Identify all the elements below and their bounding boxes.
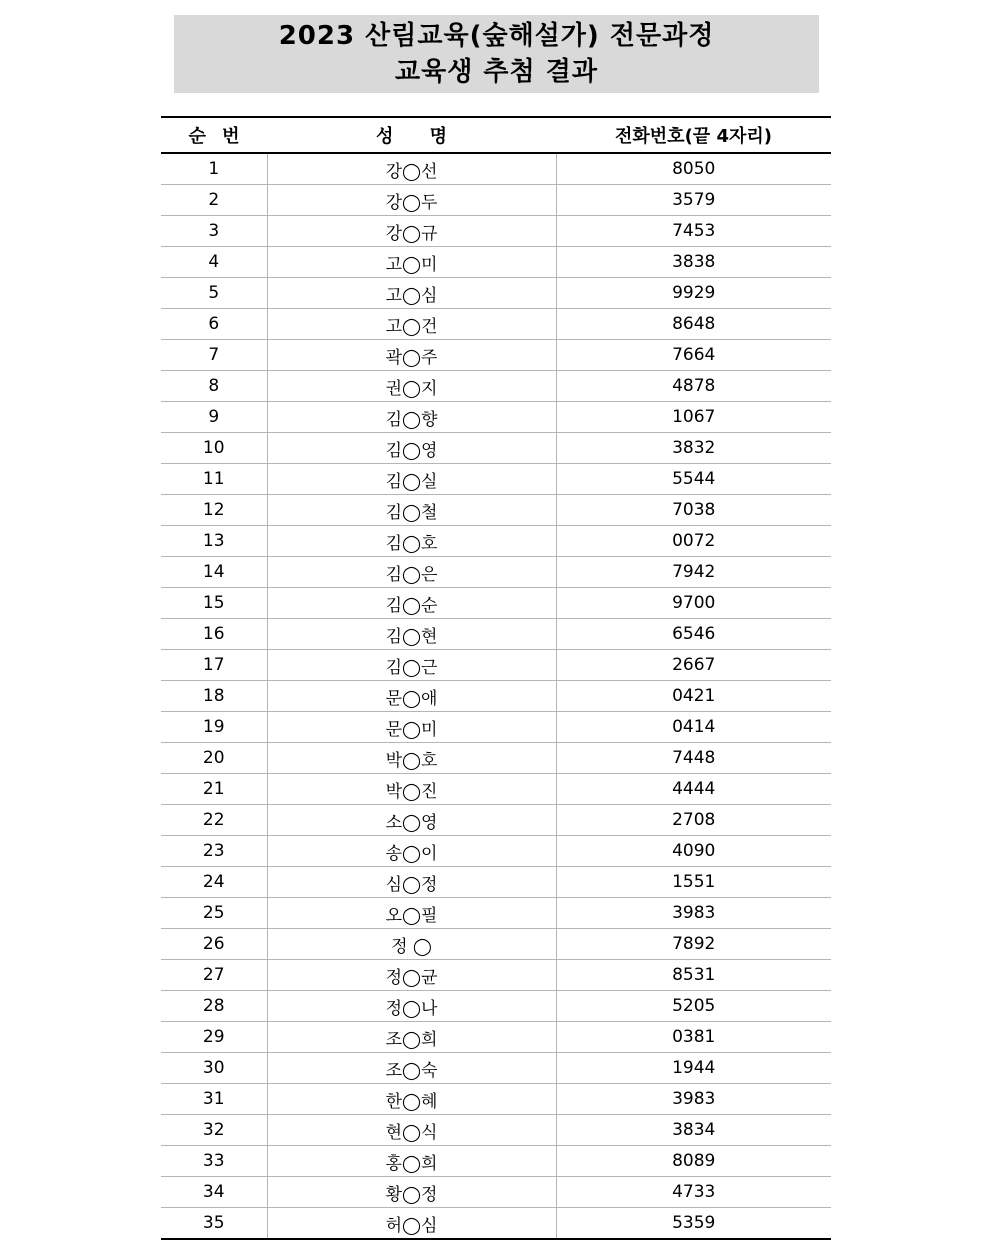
- row-name: 황◯정: [267, 1177, 556, 1208]
- table-row: [161, 650, 831, 681]
- row-phone: 8648: [556, 309, 831, 340]
- table-row: [161, 464, 831, 495]
- row-number: 8: [161, 371, 267, 402]
- table-row: [161, 774, 831, 805]
- row-phone: 2708: [556, 805, 831, 836]
- row-number: 13: [161, 526, 267, 557]
- table-row: [161, 898, 831, 929]
- row-name: 박◯호: [267, 743, 556, 774]
- row-name: 소◯영: [267, 805, 556, 836]
- row-phone: 4444: [556, 774, 831, 805]
- row-phone: 9700: [556, 588, 831, 619]
- row-phone: 7038: [556, 495, 831, 526]
- row-number: 35: [202, 1213, 225, 1233]
- results-table-body: [161, 153, 831, 1239]
- row-number: 21: [161, 774, 267, 805]
- row-number: 12: [161, 495, 267, 526]
- table-row: [161, 991, 831, 1022]
- header-name: 성 명: [267, 117, 556, 153]
- row-number: 16: [161, 619, 267, 650]
- table-row: [161, 929, 831, 960]
- row-phone: 3983: [556, 898, 831, 929]
- row-name: 홍◯희: [267, 1146, 556, 1177]
- row-number: 18: [161, 681, 267, 712]
- row-number: 10: [161, 433, 267, 464]
- row-name: 김◯호: [267, 526, 556, 557]
- table-row: [161, 588, 831, 619]
- row-number: 27: [161, 960, 267, 991]
- row-number: 25: [161, 898, 267, 929]
- row-name: 고◯건: [267, 309, 556, 340]
- table-row: [161, 402, 831, 433]
- table-row: [161, 247, 831, 278]
- row-phone: 3834: [556, 1115, 831, 1146]
- row-number: 22: [161, 805, 267, 836]
- row-phone: 1944: [556, 1053, 831, 1084]
- table-row: [161, 1084, 831, 1115]
- header-phone: 전화번호(끝 4자리): [556, 117, 831, 153]
- row-number: 11: [161, 464, 267, 495]
- table-row: [161, 712, 831, 743]
- document-title-box: [174, 15, 819, 93]
- row-number: 31: [161, 1084, 267, 1115]
- table-row: [161, 185, 831, 216]
- results-table-header: [161, 117, 831, 153]
- table-row: [161, 495, 831, 526]
- results-table: [161, 116, 831, 1240]
- row-phone: 7448: [556, 743, 831, 774]
- row-name: 강◯두: [267, 185, 556, 216]
- table-row: [161, 433, 831, 464]
- table-row: [161, 805, 831, 836]
- row-phone: 3983: [556, 1084, 831, 1115]
- table-row: [161, 681, 831, 712]
- row-phone: 4733: [556, 1177, 831, 1208]
- row-phone: 2667: [556, 650, 831, 681]
- table-row: [161, 619, 831, 650]
- row-name: 박◯진: [267, 774, 556, 805]
- row-name: 김◯근: [267, 650, 556, 681]
- row-name: 문◯미: [267, 712, 556, 743]
- row-phone: 3838: [556, 247, 831, 278]
- row-number: 15: [161, 588, 267, 619]
- row-number: 6: [161, 309, 267, 340]
- row-phone: 3579: [556, 185, 831, 216]
- row-number: 28: [161, 991, 267, 1022]
- row-number: 2: [161, 185, 267, 216]
- row-phone: 0381: [556, 1022, 831, 1053]
- row-phone: 7453: [556, 216, 831, 247]
- row-phone: 8089: [556, 1146, 831, 1177]
- row-name: 고◯미: [267, 247, 556, 278]
- row-name: 문◯애: [267, 681, 556, 712]
- row-name: 정◯나: [267, 991, 556, 1022]
- row-number: 3: [161, 216, 267, 247]
- row-name: 김◯영: [267, 433, 556, 464]
- row-phone: 3832: [556, 433, 831, 464]
- row-number: 20: [161, 743, 267, 774]
- table-row: [161, 557, 831, 588]
- row-number: 14: [161, 557, 267, 588]
- row-phone: 0421: [556, 681, 831, 712]
- row-phone: 5205: [556, 991, 831, 1022]
- row-number: 1: [161, 153, 267, 185]
- row-name: 김◯실: [267, 464, 556, 495]
- row-name: 허◯심: [267, 1208, 556, 1240]
- row-phone: 0414: [556, 712, 831, 743]
- row-name: 정◯균: [267, 960, 556, 991]
- row-number: 29: [161, 1022, 267, 1053]
- table-row: [161, 1053, 831, 1084]
- row-name: 김◯순: [267, 588, 556, 619]
- row-name: 권◯지: [267, 371, 556, 402]
- document-subtitle: 교육생 추첨 결과: [395, 57, 598, 87]
- row-phone: 0072: [556, 526, 831, 557]
- row-number: 34: [161, 1177, 267, 1208]
- row-name: 김◯향: [267, 402, 556, 433]
- table-row: [161, 278, 831, 309]
- table-row: [161, 960, 831, 991]
- row-name: 곽◯주: [267, 340, 556, 371]
- row-name: 김◯철: [267, 495, 556, 526]
- table-row: [161, 743, 831, 774]
- row-phone: 8050: [556, 153, 831, 185]
- table-row: [161, 867, 831, 898]
- table-row: [161, 1022, 831, 1053]
- row-phone: 1551: [556, 867, 831, 898]
- row-number: 23: [161, 836, 267, 867]
- row-name: 조◯희: [267, 1022, 556, 1053]
- row-name: 조◯숙: [267, 1053, 556, 1084]
- row-phone: 8531: [556, 960, 831, 991]
- row-phone: 5359: [556, 1208, 831, 1240]
- row-number: 19: [161, 712, 267, 743]
- table-row: [161, 309, 831, 340]
- row-name: 오◯필: [267, 898, 556, 929]
- row-number: 26: [161, 929, 267, 960]
- row-number: 9: [161, 402, 267, 433]
- row-number: 17: [161, 650, 267, 681]
- table-row: [161, 216, 831, 247]
- row-phone: 4090: [556, 836, 831, 867]
- row-name: 송◯이: [267, 836, 556, 867]
- row-number: 33: [161, 1146, 267, 1177]
- row-phone: 9929: [556, 278, 831, 309]
- row-phone: 5544: [556, 464, 831, 495]
- row-name: 정 ◯: [267, 929, 556, 960]
- row-phone: 7942: [556, 557, 831, 588]
- table-row: [161, 1146, 831, 1177]
- table-row: [161, 1177, 831, 1208]
- row-number: 30: [161, 1053, 267, 1084]
- row-name: 현◯식: [267, 1115, 556, 1146]
- row-phone: 7664: [556, 340, 831, 371]
- table-row: [161, 1208, 831, 1240]
- row-number: 32: [161, 1115, 267, 1146]
- table-row: [161, 153, 831, 185]
- row-phone: 7892: [556, 929, 831, 960]
- row-number: 7: [161, 340, 267, 371]
- table-row: [161, 526, 831, 557]
- row-number: 5: [161, 278, 267, 309]
- row-phone: 1067: [556, 402, 831, 433]
- document-title: 2023 산림교육(숲해설가) 전문과정: [278, 21, 715, 51]
- row-phone: 4878: [556, 371, 831, 402]
- header-row: [161, 117, 831, 153]
- row-number: 4: [161, 247, 267, 278]
- row-phone: 6546: [556, 619, 831, 650]
- row-name: 김◯은: [267, 557, 556, 588]
- table-row: [161, 836, 831, 867]
- row-name: 강◯규: [267, 216, 556, 247]
- table-row: [161, 1115, 831, 1146]
- table-row: [161, 371, 831, 402]
- row-name: 한◯혜: [267, 1084, 556, 1115]
- header-number: 순 번: [161, 117, 267, 153]
- row-name: 심◯정: [267, 867, 556, 898]
- row-number: 24: [161, 867, 267, 898]
- table-row: [161, 340, 831, 371]
- row-name: 강◯선: [267, 153, 556, 185]
- row-name: 김◯현: [267, 619, 556, 650]
- row-name: 고◯심: [267, 278, 556, 309]
